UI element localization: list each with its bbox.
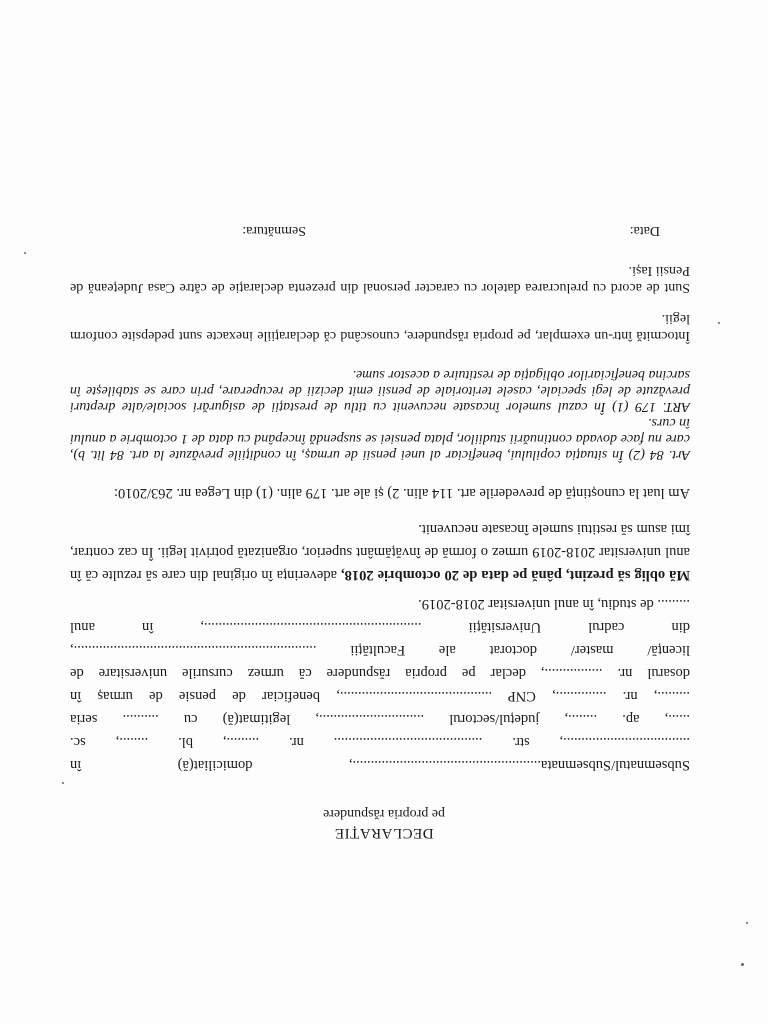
scan-speck	[24, 252, 26, 254]
document-title: DECLARAȚIE	[334, 825, 434, 841]
date-label: Data:	[629, 223, 660, 238]
declaration-line: dosarul nr. ................, declar pe propria răspundere că urmez cursurile universitare de	[70, 665, 690, 681]
scan-speck	[718, 322, 720, 324]
scan-speck	[741, 963, 744, 966]
obligation-deadline: Mă oblig să prezint, până pe data de 20 octombrie 2018,	[341, 567, 690, 583]
document-subtitle: pe propria răspundere	[322, 806, 446, 821]
declaration-line: Subsemnatul/Subsemnata...................................................., domiciliat(ă) în	[70, 757, 690, 773]
declaration-line: ........., nr. .............., CNP .........................................., beneficiar de pensie de urmaș în	[70, 688, 690, 704]
legal-articles	[70, 366, 690, 462]
declaration-line: ..................................., str. ......................................... nr. ........., bl. ........, sc.	[70, 734, 690, 750]
article-179-text: ART. 179 (1) În cazul sumelor încasate necuvenit cu titlu de prestații de asigurări sociale/alte drepturi prevăzute de legi speciale, casele teritoriale de pensii emit decizii de recuperare, prin care se stabilește în sarcina beneficiarilor obligația de restituire a acestor sume.	[70, 367, 690, 414]
declaration-line: din cadrul Universității ............................................................, în anul	[70, 619, 690, 635]
declaration-line: ......, ap. ........, județul/sectorul ............................., legitimat(ă) cu .......... seria	[70, 711, 690, 727]
article-84-text: Art. 84 (2) În situația copilului, beneficiar al unei pensii de urmaș, în condițiile prevăzute la art. 84 lit. b), care nu face dovada continuării studiilor, plata pensiei se suspendă începând cu data de 1 octombrie a anului în curs.	[70, 415, 690, 462]
obligation-text: adeverința în original din care să rezulte că în anul universitar 2018-2019 urmez o formă de învățământ superior, organizată potrivit legii. În caz contrar, îmi asum să restitui sumele încasate necuvenit.	[70, 521, 690, 583]
legal-notice-paragraph: Am luat la cunoștință de prevederile art. 114 alin. 2) și ale art. 179 alin. (1) din Legea nr. 263/2010:	[113, 485, 690, 501]
signature-label: Semnătura:	[242, 223, 306, 238]
declaration-line: ......... de studiu, în anul universitar 2018-2019.	[418, 596, 690, 612]
liability-paragraph: Întocmită într-un exemplar, pe propria răspundere, cunoscând că declarațiile inexacte sunt pedepsite conform legii.	[70, 311, 690, 343]
scan-speck	[62, 782, 64, 784]
scan-speck	[746, 922, 748, 924]
declaration-line: licență/ master/ doctorat ale Facultății ...................................................................,	[70, 642, 690, 658]
obligation-paragraph	[70, 517, 690, 586]
consent-paragraph: Sunt de acord cu prelucrarea datelor cu caracter personal din prezenta declarație de către Casa Județeană de Pensii Iași.	[70, 263, 690, 295]
declaration-paragraph	[70, 592, 690, 776]
